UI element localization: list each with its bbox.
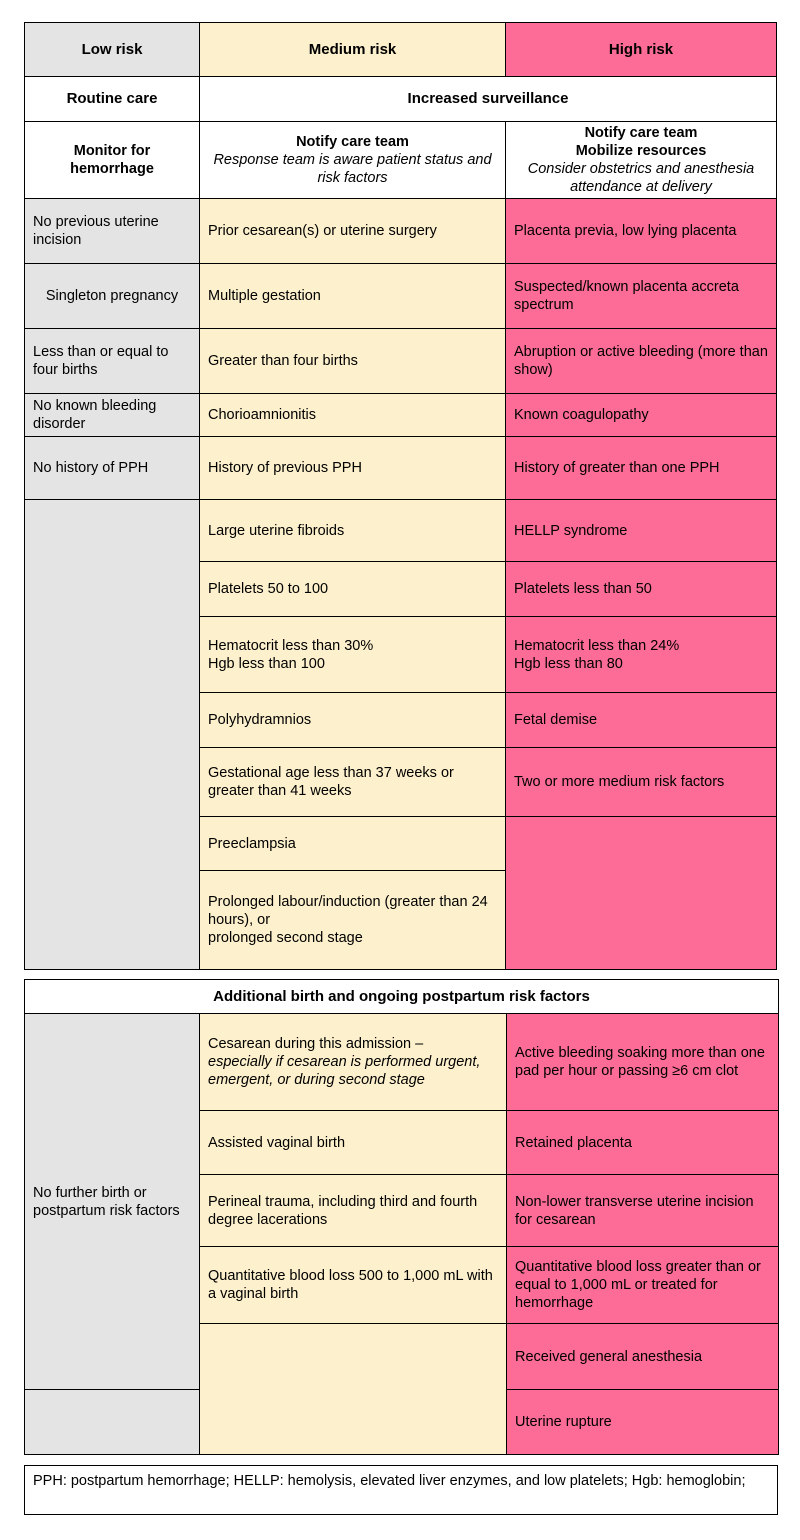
high-factor: Placenta previa, low lying placenta <box>506 199 777 264</box>
monitor-for-hemorrhage: Monitor for hemorrhage <box>25 122 200 199</box>
high-factor: Suspected/known placenta accreta spectrum <box>506 264 777 329</box>
header-high-risk: High risk <box>506 23 777 77</box>
high-factor <box>506 617 777 693</box>
table-row <box>25 264 777 329</box>
header-low-risk: Low risk <box>25 23 200 77</box>
low-factor: No history of PPH <box>25 437 200 500</box>
low-factor: No further birth or postpartum risk factors <box>25 1014 200 1390</box>
high-factor: Retained placenta <box>507 1111 779 1175</box>
medium-factor-line-2: especially if cesarean is performed urgent, emergent, or during second stage <box>208 1054 481 1088</box>
medium-factor-line-1: Hematocrit less than 30% <box>208 637 374 654</box>
low-factor-empty <box>25 1390 200 1455</box>
high-factor-line-2: Hgb less than 80 <box>514 655 623 672</box>
medium-factor: Large uterine fibroids <box>200 500 506 562</box>
additional-risk-table <box>24 979 779 1455</box>
medium-factor: Polyhydramnios <box>200 693 506 748</box>
medium-factor: Greater than four births <box>200 329 506 394</box>
medium-factor <box>200 871 506 970</box>
table-row <box>25 437 777 500</box>
high-action-note: Consider obstetrics and anesthesia attendance at delivery <box>527 161 755 195</box>
high-factor: HELLP syndrome <box>506 500 777 562</box>
medium-factor: History of previous PPH <box>200 437 506 500</box>
medium-factor: Preeclampsia <box>200 817 506 871</box>
medium-factor: Multiple gestation <box>200 264 506 329</box>
high-factor: Known coagulopathy <box>506 394 777 437</box>
table-row <box>25 199 777 264</box>
table-row <box>25 1014 779 1111</box>
medium-factor: Quantitative blood loss 500 to 1,000 mL with a vaginal birth <box>200 1247 507 1324</box>
high-factor: Platelets less than 50 <box>506 562 777 617</box>
medium-factor-line-1: Cesarean during this admission – <box>208 1036 424 1052</box>
low-factor-empty <box>25 500 200 970</box>
high-action-title-1: Notify care team <box>584 125 698 141</box>
table-row <box>25 394 777 437</box>
medium-action-note: Response team is aware patient status and risk factors <box>213 152 492 186</box>
medium-factor: Assisted vaginal birth <box>200 1111 507 1175</box>
high-action-title-2: Mobilize resources <box>575 143 707 159</box>
low-factor: Less than or equal to four births <box>25 329 200 394</box>
medium-factor: Prior cesarean(s) or uterine surgery <box>200 199 506 264</box>
medium-action <box>200 122 506 199</box>
medium-factor-line-2: Hgb less than 100 <box>208 655 325 672</box>
low-factor: No known bleeding disorder <box>25 394 200 437</box>
high-factor: Uterine rupture <box>507 1390 779 1455</box>
high-factor: Two or more medium risk factors <box>506 748 777 817</box>
low-factor: Singleton pregnancy <box>25 264 200 329</box>
medium-factor: Chorioamnionitis <box>200 394 506 437</box>
header-medium-risk: Medium risk <box>200 23 506 77</box>
table-row <box>25 500 777 562</box>
medium-factor-empty <box>200 1324 507 1455</box>
footnote: PPH: postpartum hemorrhage; HELLP: hemolysis, elevated liver enzymes, and low platelets; Hgb: hemoglobin; <box>24 1465 778 1515</box>
high-factor: Abruption or active bleeding (more than show) <box>506 329 777 394</box>
routine-care: Routine care <box>25 77 200 122</box>
table-row <box>25 329 777 394</box>
high-factor: History of greater than one PPH <box>506 437 777 500</box>
medium-action-title: Notify care team <box>296 134 409 150</box>
increased-surveillance: Increased surveillance <box>200 77 777 122</box>
high-factor: Fetal demise <box>506 693 777 748</box>
medium-factor <box>200 617 506 693</box>
risk-table <box>24 22 777 970</box>
medium-factor: Gestational age less than 37 weeks or greater than 41 weeks <box>200 748 506 817</box>
high-factor: Active bleeding soaking more than one pad per hour or passing ≥6 cm clot <box>507 1014 779 1111</box>
medium-factor: Platelets 50 to 100 <box>200 562 506 617</box>
high-factor-empty <box>506 817 777 970</box>
high-factor: Quantitative blood loss greater than or equal to 1,000 mL or treated for hemorrhage <box>507 1247 779 1324</box>
high-factor: Non-lower transverse uterine incision for cesarean <box>507 1175 779 1247</box>
medium-factor-line-2: prolonged second stage <box>208 930 363 946</box>
high-factor-line-1: Hematocrit less than 24% <box>514 637 680 654</box>
additional-title: Additional birth and ongoing postpartum risk factors <box>25 980 779 1014</box>
medium-factor-line-1: Prolonged labour/induction (greater than 24 hours), or <box>208 894 488 928</box>
high-factor: Received general anesthesia <box>507 1324 779 1390</box>
medium-factor <box>200 1014 507 1111</box>
medium-factor: Perineal trauma, including third and fourth degree lacerations <box>200 1175 507 1247</box>
low-factor: No previous uterine incision <box>25 199 200 264</box>
high-action <box>506 122 777 199</box>
